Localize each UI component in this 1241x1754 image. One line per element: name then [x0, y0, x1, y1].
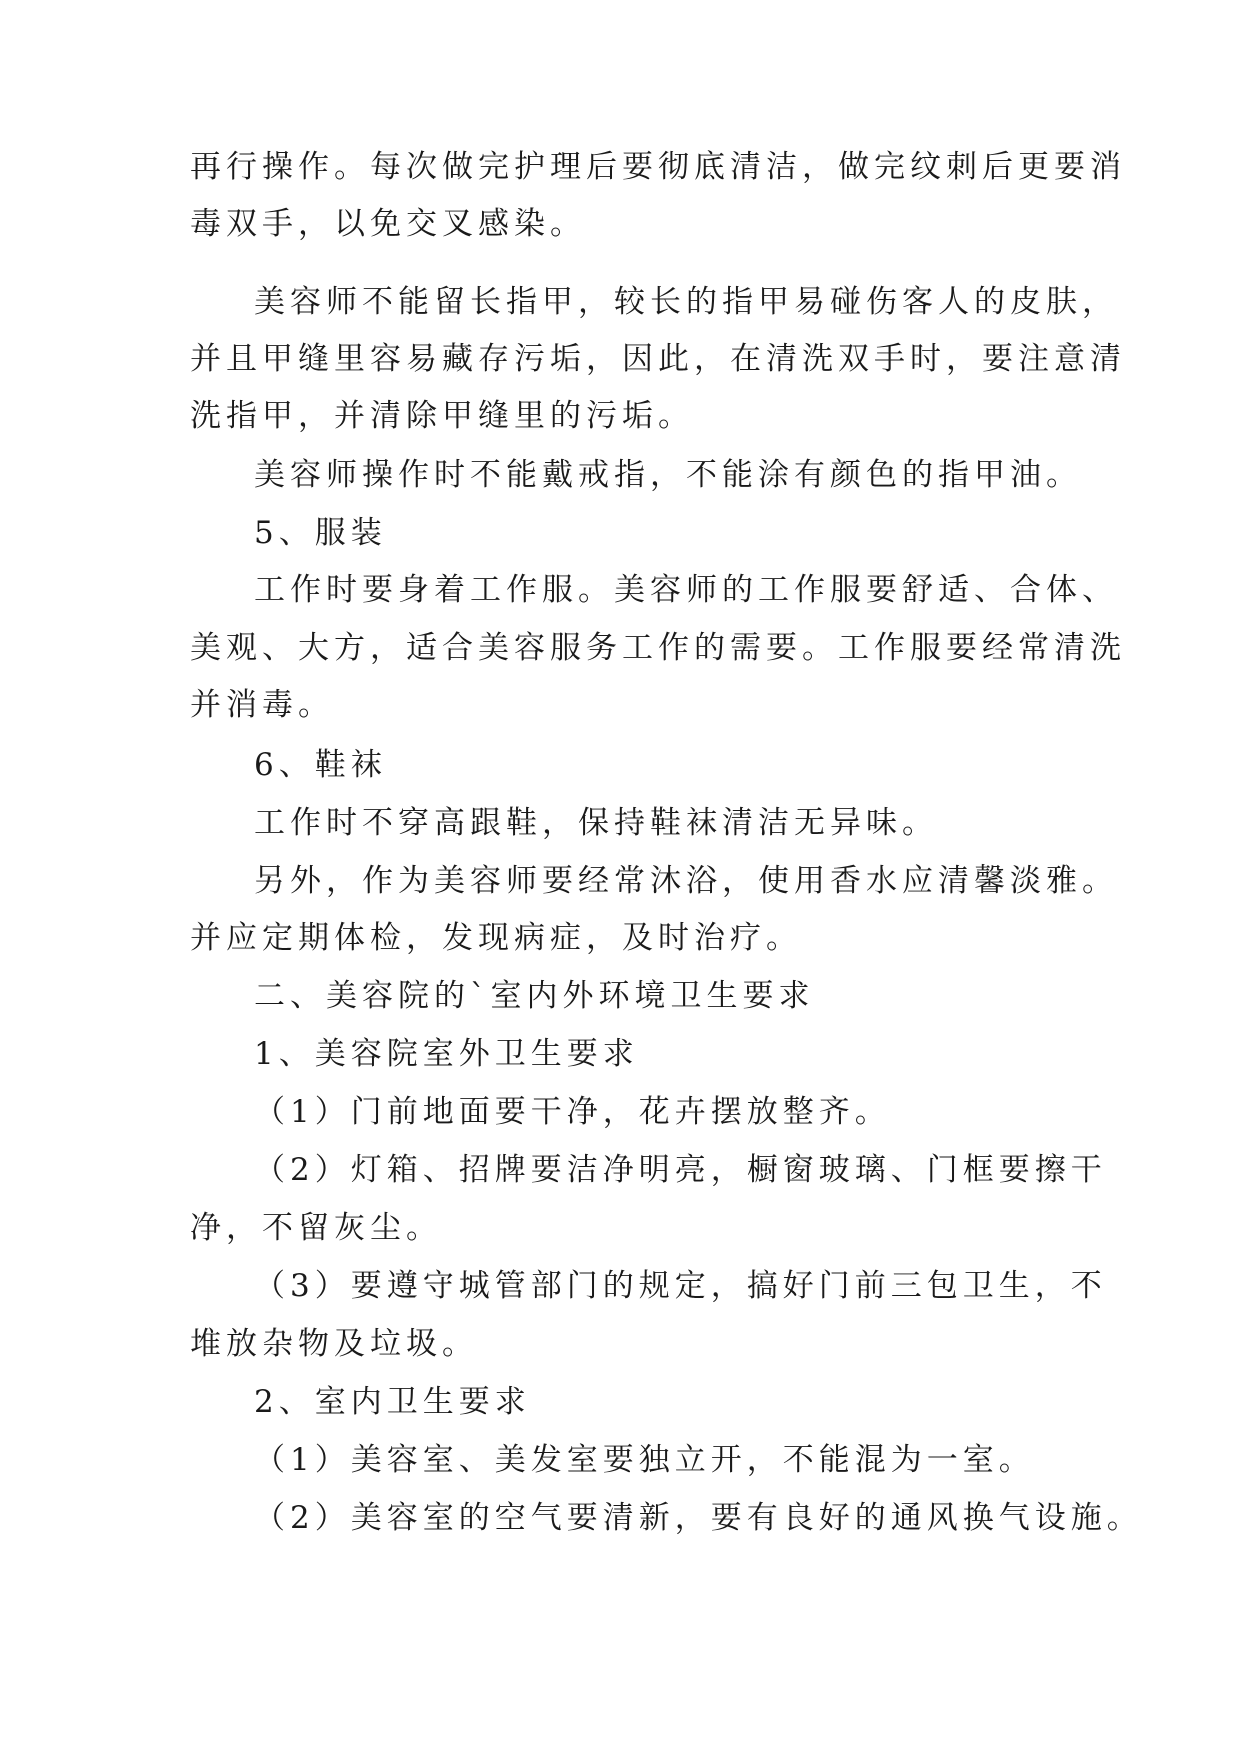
text-line: 毒双手，以免交叉感染。: [190, 206, 586, 242]
text-line: 并应定期体检，发现病症，及时治疗。: [190, 920, 802, 956]
text-line: 并消毒。: [190, 687, 334, 723]
text-line: 美观、大方，适合美容服务工作的需要。工作服要经常清洗: [190, 630, 1126, 666]
text-line: （1）门前地面要干净，花卉摆放整齐。: [254, 1094, 891, 1130]
text-line: 并且甲缝里容易藏存污垢，因此，在清洗双手时，要注意清: [190, 341, 1126, 377]
text-line: 净，不留灰尘。: [190, 1210, 442, 1246]
text-line: 工作时要身着工作服。美容师的工作服要舒适、合体、: [254, 572, 1118, 608]
section-heading: 6、鞋袜: [254, 747, 387, 783]
section-heading: 2、室内卫生要求: [254, 1384, 531, 1420]
text-line: （2）美容室的空气要清新，要有良好的通风换气设施。: [254, 1500, 1143, 1536]
text-line: 另外，作为美容师要经常沐浴，使用香水应清馨淡雅。: [254, 863, 1118, 899]
section-heading: 二、美容院的`室内外环境卫生要求: [254, 978, 815, 1014]
text-line: 美容师操作时不能戴戒指，不能涂有颜色的指甲油。: [254, 457, 1082, 493]
text-line: 美容师不能留长指甲，较长的指甲易碰伤客人的皮肤，: [254, 284, 1118, 320]
text-line: 堆放杂物及垃圾。: [190, 1326, 478, 1362]
text-line: （1）美容室、美发室要独立开，不能混为一室。: [254, 1442, 1035, 1478]
section-heading: 1、美容院室外卫生要求: [254, 1036, 639, 1072]
text-line: 洗指甲，并清除甲缝里的污垢。: [190, 398, 694, 434]
text-line: 工作时不穿高跟鞋，保持鞋袜清洁无异味。: [254, 805, 938, 841]
text-line: 再行操作。每次做完护理后要彻底清洁，做完纹刺后更要消: [190, 149, 1126, 185]
section-heading: 5、服装: [254, 515, 387, 551]
text-line: （3）要遵守城管部门的规定，搞好门前三包卫生，不: [254, 1268, 1107, 1304]
text-line: （2）灯箱、招牌要洁净明亮，橱窗玻璃、门框要擦干: [254, 1152, 1107, 1188]
